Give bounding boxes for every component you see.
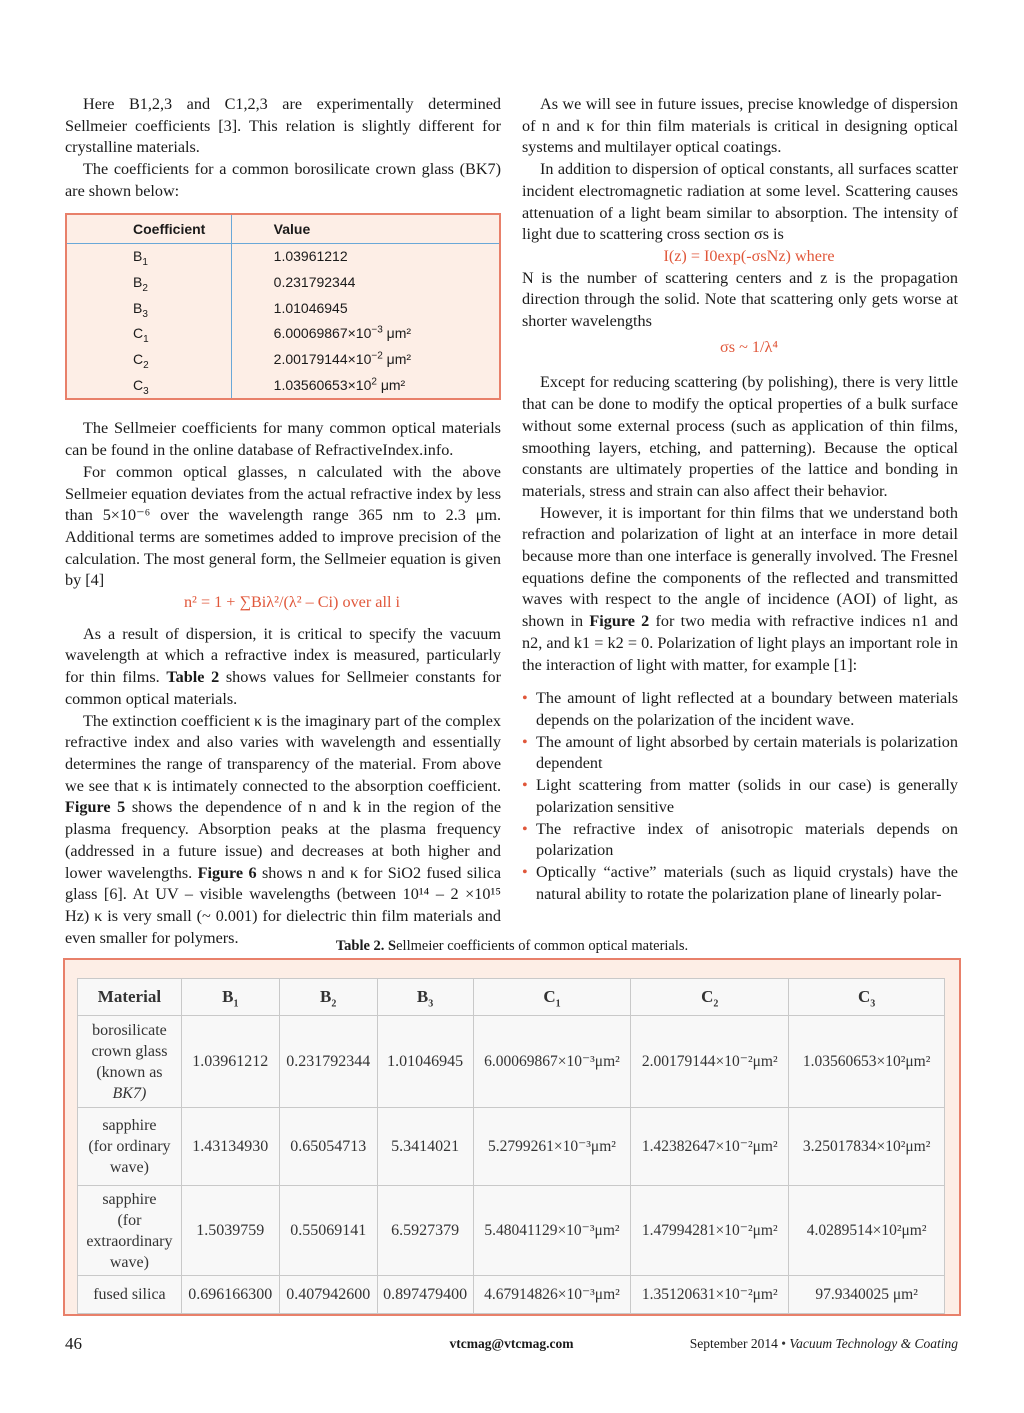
value-mantissa: 0.231792344 bbox=[273, 273, 356, 290]
material-line: (for ordinary bbox=[88, 1138, 171, 1155]
value-mantissa: 1.03560653×10 bbox=[273, 376, 372, 393]
coefficient-index: 3 bbox=[143, 385, 149, 397]
figure-reference: Figure 6 bbox=[197, 863, 257, 882]
table-caption bbox=[0, 938, 1024, 955]
table-row bbox=[67, 270, 499, 296]
coefficient-name bbox=[67, 296, 231, 322]
coefficient-name bbox=[67, 270, 231, 296]
paragraph: In addition to dispersion of optical constants, all surfaces scatter incident electromagnetic radiation at some level. Scattering causes attenuation of a light beam similar to absorption. The intensity of light due to scattering cross section σs is bbox=[522, 160, 958, 244]
contact-email: vtcmag@vtcmag.com bbox=[449, 1336, 574, 1351]
column-header bbox=[279, 979, 377, 1016]
paragraph: For common optical glasses, n calculated with the above Sellmeier equation deviates from the actual refractive index by less than 5×10⁻⁶ over the wavelength range 365 nm to 2.3 μm. Additional terms are sometimes added to improve precision of the calculation. The most general form, the Sellmeier equation is given by [4] bbox=[65, 462, 501, 590]
c2-cell: 1.35120631×10⁻²μm² bbox=[631, 1276, 789, 1314]
coefficient-name bbox=[67, 321, 231, 347]
c3-cell: 97.9340025 μm² bbox=[789, 1276, 945, 1314]
material-line: BK7) bbox=[112, 1084, 147, 1102]
column-header bbox=[377, 979, 473, 1016]
paragraph: Except for reducing scattering (by polishing), there is very little that can be done to modify the optical properties of a bulk surface without some external process (such as application of thin films, smoothing layers, etching, and patterning). Because the optical constants are ultimately properties of the lattice and bonding in materials, stress and strain can also affect their behavior. bbox=[522, 373, 958, 500]
coefficient-value bbox=[231, 270, 499, 296]
table-reference: Table 2 bbox=[166, 668, 220, 687]
sellmeier-table-frame bbox=[63, 958, 961, 1316]
coefficient-value bbox=[231, 296, 499, 322]
table-row bbox=[67, 244, 499, 270]
material-line: sapphire bbox=[102, 1117, 157, 1134]
b1-cell: 1.5039759 bbox=[181, 1186, 279, 1276]
coefficient-symbol: C bbox=[133, 351, 144, 368]
text: shows n and κ for SiO2 fused silica glass [6]. At UV – visible wavelengths (between 10¹⁴ – 2 ×10¹⁵ Hz) κ is very small (~ 0.001) for dielectric thin film materials and even smaller for polymers. bbox=[65, 863, 502, 947]
coefficient-symbol: B bbox=[133, 273, 143, 290]
b2-cell: 0.65054713 bbox=[279, 1108, 377, 1186]
table-row bbox=[67, 373, 499, 399]
polarization-bullet-list bbox=[522, 688, 958, 905]
table-row bbox=[78, 1276, 945, 1314]
paragraph bbox=[65, 624, 501, 711]
material-line: (known as bbox=[96, 1063, 163, 1081]
page-footer bbox=[65, 1336, 958, 1360]
list-item: • Light scattering from matter (solids in our case) is generally polarization sensitive bbox=[522, 775, 958, 818]
value-mantissa: 6.00069867×10 bbox=[273, 325, 372, 342]
coefficient-symbol: B bbox=[133, 248, 143, 265]
b3-cell: 5.3414021 bbox=[377, 1108, 473, 1186]
material-line: crown glass bbox=[91, 1042, 168, 1060]
text: shows values for Sellmeier constants for common optical materials. bbox=[65, 668, 501, 708]
coefficient-index: 2 bbox=[143, 359, 149, 371]
list-item: • Optically “active” materials (such as liquid crystals) have the natural ability to rotate the polarization plane of linearly polar- bbox=[522, 862, 958, 905]
coefficient-name bbox=[67, 244, 231, 270]
column-header bbox=[181, 979, 279, 1016]
paragraph: As we will see in future issues, precise knowledge of dispersion of n and κ for thin film materials is critical in designing optical systems and multilayer optical coatings. bbox=[522, 95, 958, 157]
c1-cell: 6.00069867×10⁻³μm² bbox=[473, 1016, 631, 1108]
b3-cell: 1.01046945 bbox=[377, 1016, 473, 1108]
column-header: Coefficient bbox=[67, 215, 231, 244]
table-row bbox=[67, 321, 499, 347]
b3-cell: 6.5927379 bbox=[377, 1186, 473, 1276]
coefficient-value bbox=[231, 347, 499, 373]
paragraph bbox=[65, 711, 501, 950]
coefficient-index: 1 bbox=[143, 334, 149, 346]
header-label: B bbox=[416, 987, 429, 1006]
coefficient-value bbox=[231, 373, 499, 399]
value-exponent: −2 bbox=[371, 350, 383, 362]
coefficient-value bbox=[231, 244, 499, 270]
c1-cell: 5.48041129×10⁻³μm² bbox=[473, 1186, 631, 1276]
value-unit: μm² bbox=[382, 325, 412, 342]
column-header bbox=[789, 979, 945, 1016]
material-line: sapphire bbox=[102, 1190, 157, 1208]
header-index: 3 bbox=[870, 998, 876, 1010]
value-mantissa: 1.03961212 bbox=[273, 248, 348, 265]
material-line: borosilicate bbox=[92, 1021, 167, 1039]
coefficient-symbol: C bbox=[133, 376, 144, 393]
table-row bbox=[78, 1016, 945, 1108]
b2-cell: 0.231792344 bbox=[279, 1016, 377, 1108]
material-cell bbox=[78, 1108, 182, 1186]
text: shows the dependence of n and k in the region of the plasma frequency. Absorption peaks at the plasma frequency (addressed in a future issue) and decreases at both higher and lower wavelengths. bbox=[65, 798, 502, 882]
sellmeier-table bbox=[77, 978, 945, 1314]
paragraph: The coefficients for a common borosilicate crown glass (BK7) are shown below: bbox=[65, 160, 501, 200]
header-label: C bbox=[543, 987, 556, 1006]
coefficient-index: 1 bbox=[142, 257, 148, 269]
b1-cell: 1.43134930 bbox=[181, 1108, 279, 1186]
coefficient-index: 2 bbox=[142, 282, 148, 294]
header-index: 1 bbox=[233, 998, 239, 1010]
header-index: 2 bbox=[331, 998, 337, 1010]
coefficient-name bbox=[67, 373, 231, 399]
paragraph: Here B1,2,3 and C1,2,3 are experimentally determined Sellmeier coefficients [3]. This relation is slightly different for crystalline materials. bbox=[65, 95, 501, 157]
b2-cell: 0.407942600 bbox=[279, 1276, 377, 1314]
b1-cell: 0.696166300 bbox=[181, 1276, 279, 1314]
header-index: 2 bbox=[713, 998, 719, 1010]
material-line: wave) bbox=[109, 1159, 149, 1176]
publication-name: Vacuum Technology & Coating bbox=[789, 1336, 958, 1351]
b1-cell: 1.03961212 bbox=[181, 1016, 279, 1108]
header-label: C bbox=[701, 987, 714, 1006]
left-column bbox=[65, 94, 501, 949]
value-unit: μm² bbox=[382, 351, 412, 368]
coefficient-index: 3 bbox=[142, 308, 148, 320]
b2-cell: 0.55069141 bbox=[279, 1186, 377, 1276]
figure-reference: Figure 5 bbox=[65, 798, 126, 817]
coefficient-symbol: B bbox=[133, 299, 143, 316]
table-row bbox=[67, 347, 499, 373]
separator: • bbox=[781, 1336, 786, 1351]
c2-cell: 1.42382647×10⁻²μm² bbox=[631, 1108, 789, 1186]
list-item: • The amount of light absorbed by certain materials is polarization dependent bbox=[522, 732, 958, 775]
header-label: Material bbox=[97, 987, 162, 1006]
header-label: B bbox=[222, 987, 234, 1006]
bk7-coefficient-table bbox=[65, 213, 501, 401]
figure-reference: Figure 2 bbox=[589, 612, 650, 631]
paragraph: N is the number of scattering centers and z is the propagation direction through the solid. Note that scattering only gets worse at shorter wavelengths bbox=[522, 268, 958, 331]
sellmeier-equation: n² = 1 + ∑Biλ²/(λ² – Ci) over all i bbox=[183, 593, 401, 612]
scattering-equation: I(z) = I0exp(-σsNz) where bbox=[663, 246, 835, 265]
issue-info bbox=[690, 1336, 958, 1352]
b3-cell: 0.897479400 bbox=[377, 1276, 473, 1314]
paragraph: The Sellmeier coefficients for many common optical materials can be found in the online database of RefractiveIndex.info. bbox=[65, 419, 501, 460]
value-mantissa: 2.00179144×10 bbox=[273, 351, 372, 368]
material-cell bbox=[78, 1276, 182, 1314]
column-header bbox=[631, 979, 789, 1016]
coefficient-name bbox=[67, 347, 231, 373]
value-unit: μm² bbox=[376, 376, 406, 393]
table-row bbox=[78, 1108, 945, 1186]
value-exponent: −3 bbox=[371, 324, 383, 336]
header-index: 3 bbox=[428, 998, 434, 1010]
header-index: 1 bbox=[555, 998, 561, 1010]
text: for two media with refractive indices n1 and n2, and k1 = k2 = 0. Polarization of light plays an important role in the interaction of light with matter, for example [1]: bbox=[522, 612, 958, 674]
value-exponent: 2 bbox=[371, 376, 377, 388]
header-label: B bbox=[320, 987, 332, 1006]
list-item: • The amount of light reflected at a boundary between materials depends on the polarization of the incident wave. bbox=[522, 688, 958, 731]
material-cell bbox=[78, 1016, 182, 1108]
c1-cell: 5.2799261×10⁻³μm² bbox=[473, 1108, 631, 1186]
paragraph bbox=[522, 503, 958, 677]
wavelength-scaling-equation: σs ~ 1/λ⁴ bbox=[720, 337, 778, 356]
material-cell bbox=[78, 1186, 182, 1276]
column-header bbox=[78, 979, 182, 1016]
c3-cell: 4.0289514×10²μm² bbox=[789, 1186, 945, 1276]
c1-cell: 4.67914826×10⁻³μm² bbox=[473, 1276, 631, 1314]
column-header: Value bbox=[231, 215, 499, 244]
column-header bbox=[473, 979, 631, 1016]
coefficient-table bbox=[67, 215, 499, 399]
table-row bbox=[67, 296, 499, 322]
text: The extinction coefficient κ is the imaginary part of the complex refractive index and also varies with wavelength and essentially determines the range of transparency of the material. From above we see that κ is intimately connected to the absorption coefficient. bbox=[65, 711, 501, 795]
page-number: 46 bbox=[65, 1334, 82, 1353]
text: As a result of dispersion, it is critical to specify the vacuum wavelength at which a refractive index is measured, particularly for thin films. bbox=[65, 624, 501, 687]
caption-label: Table 2. S bbox=[335, 938, 397, 954]
header-label: C bbox=[857, 987, 871, 1006]
issue-date: September 2014 bbox=[689, 1336, 778, 1351]
coefficient-symbol: C bbox=[133, 325, 144, 342]
table-row bbox=[78, 1186, 945, 1276]
material-line: extraordinary bbox=[86, 1232, 173, 1250]
right-column bbox=[522, 94, 958, 905]
text: However, it is important for thin films that we understand both refraction and polarization of light at an interface in more detail because more than one interface is generally involved. The Fresnel equations define the components of the reflected and transmitted waves with respect to the angle of incidence (AOI) of light, as shown in bbox=[522, 503, 958, 631]
c2-cell: 2.00179144×10⁻²μm² bbox=[631, 1016, 789, 1108]
c3-cell: 3.25017834×10²μm² bbox=[789, 1108, 945, 1186]
material-line: (for bbox=[117, 1211, 142, 1229]
caption-text: ellmeier coefficients of common optical materials. bbox=[396, 938, 689, 954]
coefficient-value bbox=[231, 321, 499, 347]
material-line: wave) bbox=[109, 1253, 149, 1271]
list-item: • The refractive index of anisotropic materials depends on polarization bbox=[522, 819, 958, 862]
material-line: fused silica bbox=[93, 1286, 166, 1303]
c3-cell: 1.03560653×10²μm² bbox=[789, 1016, 945, 1108]
c2-cell: 1.47994281×10⁻²μm² bbox=[631, 1186, 789, 1276]
value-mantissa: 1.01046945 bbox=[273, 299, 348, 316]
sellmeier-table-image bbox=[77, 978, 945, 1304]
